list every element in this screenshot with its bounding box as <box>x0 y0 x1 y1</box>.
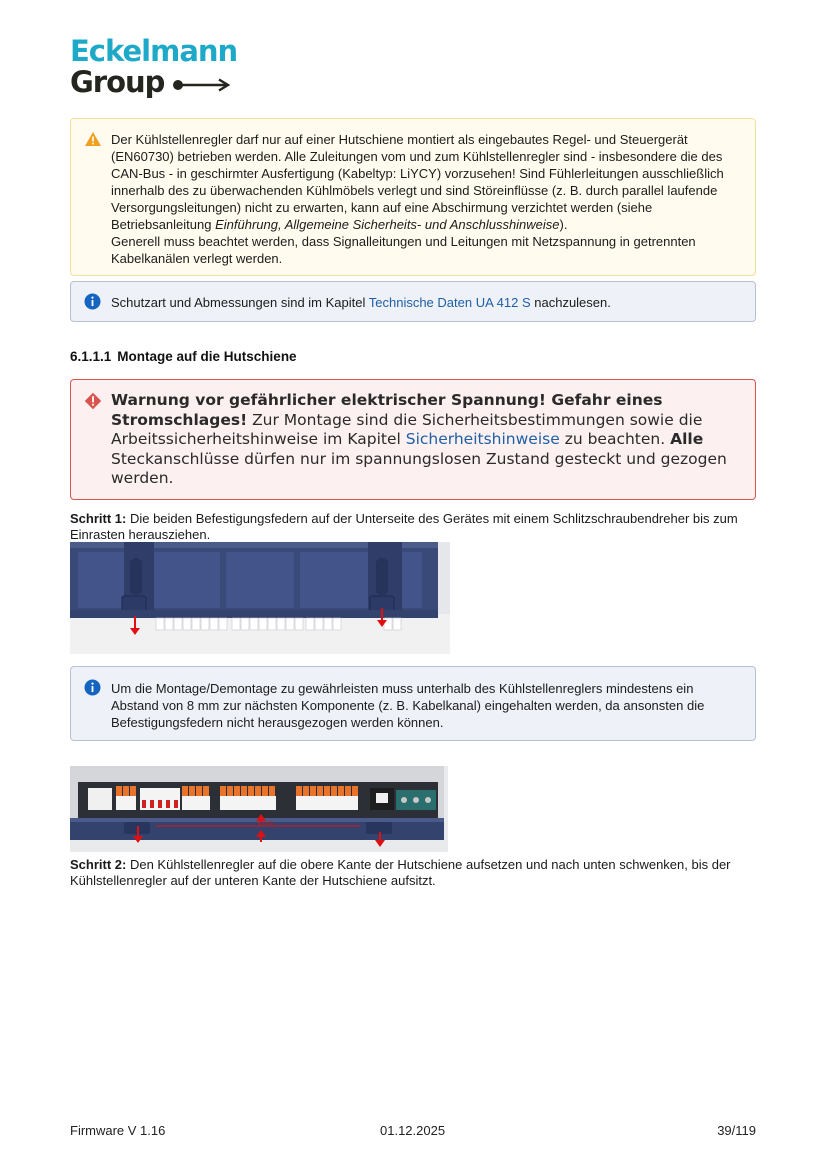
footer-page-number: 39/119 <box>717 1123 756 1138</box>
logo-line1: Eckelmann <box>70 34 238 68</box>
device-underside-photo <box>70 542 450 654</box>
warning-text-main: Der Kühlstellenregler darf nur auf einer Hutschiene montiert als eingebautes Regel- und Steuergerät (EN60730) betrieben werden. Alle Zuleitungen vom und zum Kühlstellenregler sind - insbesondere die des CAN-Bus - in geschirmter Ausfertigung (Kabeltyp: LiYCY) vorzusehen! Sind Fühlerleitungen ausschließlich innerhalb des zu überwachenden Kühlmöbels verlegt und sind Störeinflüsse (z. B. durch parallel laufende Versorgungsleitungen) nicht zu erwarten, kann auf eine Abschirmung verzichtet werden (siehe Betriebsanleitung <box>111 132 724 232</box>
footer-firmware: Firmware V 1.16 <box>70 1123 166 1138</box>
danger-icon <box>84 392 102 410</box>
warning-note <box>70 118 756 276</box>
technische-daten-link[interactable]: Technische Daten UA 412 S <box>368 295 531 310</box>
info-note-1 <box>70 281 756 322</box>
info-text-2: Um die Montage/Demontage zu gewährleisten muss unterhalb des Kühlstellenreglers mindestens ein Abstand von 8 mm zur nächsten Komponente (z. B. Kabelkanal) eingehalten werden, da ansonsten die Befestigungsfedern nicht herausgezogen werden können. <box>111 681 705 730</box>
danger-text-2: zu beachten. <box>559 430 671 448</box>
danger-text <box>111 391 731 489</box>
danger-note <box>70 379 756 500</box>
info-text-1: Schutzart und Abmessungen sind im Kapitel <box>111 295 369 310</box>
dimension-label: 8 mm <box>258 821 273 827</box>
section-number: 6.1.1.1 <box>70 349 112 364</box>
warning-text-2: Generell muss beachtet werden, dass Signalleitungen und Leitungen mit Netzspannung in getrennten Kabelkanälen verlegt werden. <box>111 234 696 266</box>
logo-line2: Group <box>70 65 165 99</box>
sicherheitshinweise-link[interactable]: Sicherheitshinweise <box>405 430 560 448</box>
info-icon <box>84 679 101 696</box>
step-2 <box>70 857 760 889</box>
info-icon <box>84 293 101 310</box>
danger-text-1: Zur Montage sind die Sicherheitsbestimmungen sowie die Arbeitssicherheitshinweise im Kapitel <box>111 410 703 448</box>
info-text-1-after: nachzulesen. <box>530 295 611 310</box>
device-front-photo <box>70 766 448 852</box>
warning-text-after: ). <box>559 217 568 232</box>
section-title: Montage auf die Hutschiene <box>117 349 297 364</box>
info-note-2 <box>70 666 756 741</box>
footer-date: 01.12.2025 <box>380 1123 446 1138</box>
step-1 <box>70 511 760 543</box>
warning-text <box>111 131 743 267</box>
step-1-text: Die beiden Befestigungsfedern auf der Unterseite des Gerätes mit einem Schlitzschraubendreher bis zum Einrasten herausziehen. <box>70 511 738 542</box>
step-2-text: Den Kühlstellenregler auf die obere Kante der Hutschiene aufsetzen und nach unten schwenken, bis der Kühlstellenregler auf der unteren Kante der Hutschiene aufsitzt. <box>70 857 731 888</box>
danger-title: Warnung vor gefährlicher elektrischer Spannung! Gefahr eines Stromschlages! <box>111 391 663 429</box>
danger-text-3: Steckanschlüsse dürfen nur im spannungslosen Zustand gesteckt und gezogen werden. <box>111 449 727 487</box>
step-1-label: Schritt 1: <box>70 511 127 526</box>
company-logo <box>70 36 237 98</box>
logo-arrow-icon <box>172 78 232 92</box>
section-heading <box>70 349 303 364</box>
danger-bold-2: Alle <box>670 430 704 448</box>
warning-icon <box>84 131 102 147</box>
warning-text-italic: Einführung, Allgemeine Sicherheits- und Anschlusshinweise <box>215 217 560 232</box>
step-2-label: Schritt 2: <box>70 857 127 872</box>
